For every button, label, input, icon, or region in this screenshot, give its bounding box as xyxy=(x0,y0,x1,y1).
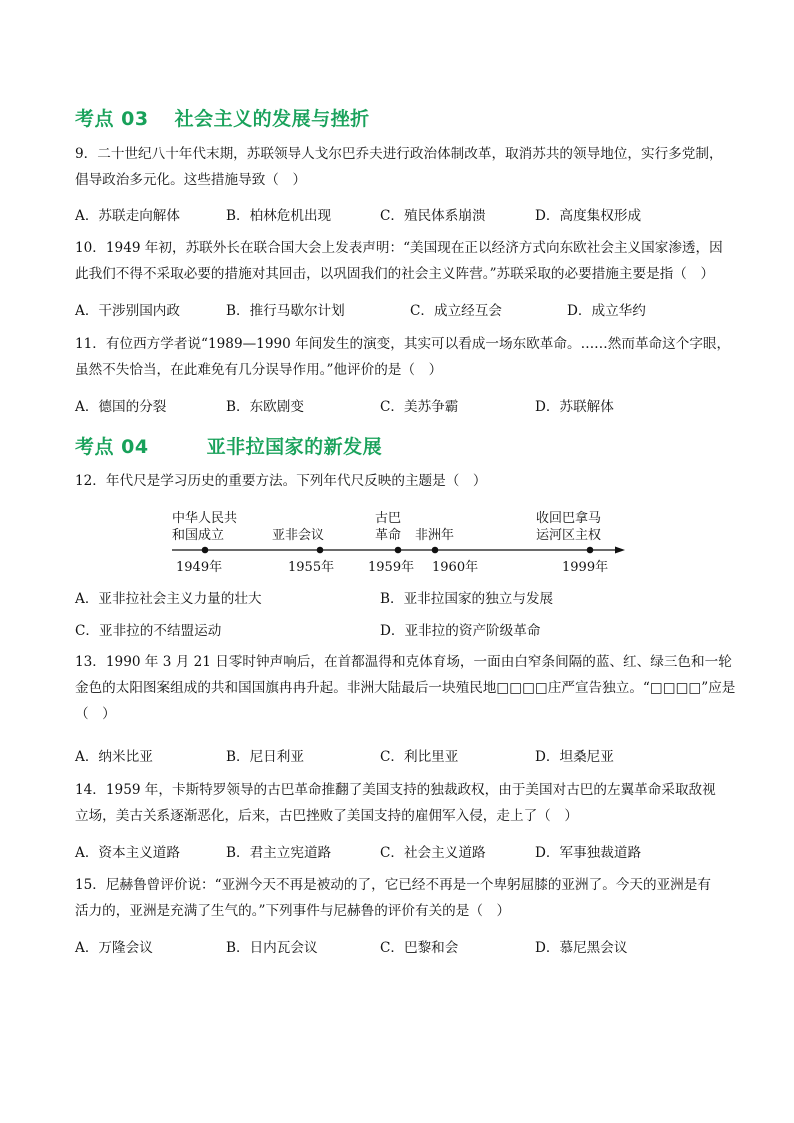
timeline-event-label: 非洲年 xyxy=(415,528,455,543)
option-a[interactable]: A．德国的分裂 xyxy=(75,399,167,415)
timeline-dot xyxy=(317,547,324,554)
option-a[interactable]: A．资本主义道路 xyxy=(75,845,180,861)
option-c[interactable]: C．巴黎和会 xyxy=(380,940,459,956)
option-b[interactable]: B．柏林危机出现 xyxy=(226,208,332,224)
timeline-year-label: 1959年 xyxy=(368,560,415,575)
option-a[interactable]: A．纳米比亚 xyxy=(75,749,153,765)
question-text-line: 11．有位西方学者说“1989—1990 年间发生的演变，其实可以看成一场东欧革命。……然而革命这个字眼， xyxy=(75,336,731,352)
option-c[interactable]: C．成立经互会 xyxy=(410,303,502,319)
timeline-event-label: 亚非会议 xyxy=(272,528,325,543)
question-text-line: （ ） xyxy=(75,706,116,722)
timeline-event-1959 xyxy=(368,510,414,575)
question-15 xyxy=(75,875,711,921)
question-10 xyxy=(75,238,723,284)
timeline-figure xyxy=(160,502,640,582)
timeline-dot xyxy=(202,547,209,554)
timeline-event-1955 xyxy=(272,527,334,575)
question-text-line: 12．年代尺是学习历史的重要方法。下列年代尺反映的主题是（ ） xyxy=(75,473,487,489)
timeline-event-label: 和国成立 xyxy=(172,528,225,543)
question-text-line: 15．尼赫鲁曾评价说：“亚洲今天不再是被动的了，它已经不再是一个卑躬屈膝的亚洲了。今天的亚洲是有 xyxy=(75,877,711,893)
timeline-dot xyxy=(432,547,439,554)
question-text-line: 13．1990 年 3 月 21 日零时钟声响后，在首都温得和克体育场，一面由白窄条间隔的蓝、红、绿三色和一轮 xyxy=(75,654,732,670)
question-13 xyxy=(75,652,735,724)
timeline-event-label: 中华人民共 xyxy=(172,511,238,526)
question-12 xyxy=(75,471,487,491)
timeline-year-label: 1999年 xyxy=(562,560,609,575)
timeline-event-label: 收回巴拿马 xyxy=(536,511,602,526)
question-text-line: 此我们不得不采取必要的措施对其回击，以巩固我们的社会主义阵营。”苏联采取的必要措施主要是指（ ） xyxy=(75,266,715,282)
question-text-line: 10．1949 年初，苏联外长在联合国大会上发表声明：“美国现在正以经济方式向东欧社会主义国家渗透，因 xyxy=(75,240,723,256)
question-9 xyxy=(75,144,723,190)
timeline-event-1999 xyxy=(536,510,608,575)
option-d[interactable]: D．坦桑尼亚 xyxy=(535,749,614,765)
question-11 xyxy=(75,334,730,380)
question-text-line: 立场，美古关系逐渐恶化，后来，古巴挫败了美国支持的雇佣军入侵，走上了（ ） xyxy=(75,808,578,824)
question-text-line: 倡导政治多元化。这些措施导致（ ） xyxy=(75,172,307,188)
timeline-event-label: 革命 xyxy=(375,528,402,543)
option-d[interactable]: D．慕尼黑会议 xyxy=(535,940,628,956)
section-code: 考点 03 xyxy=(75,108,149,130)
option-a[interactable]: A．万隆会议 xyxy=(75,940,153,956)
option-d[interactable]: D．军事独裁道路 xyxy=(535,845,642,861)
option-d[interactable]: D．苏联解体 xyxy=(535,399,614,415)
option-c[interactable]: C．社会主义道路 xyxy=(380,845,486,861)
option-b[interactable]: B．亚非拉国家的独立与发展 xyxy=(380,591,554,607)
question-text-line: 14．1959 年，卡斯特罗领导的古巴革命推翻了美国支持的独裁政权，由于美国对古巴的左翼革命采取敌视 xyxy=(75,782,716,798)
option-a[interactable]: A．苏联走向解体 xyxy=(75,208,180,224)
timeline-event-1960 xyxy=(415,527,478,575)
timeline-dot xyxy=(587,547,594,554)
option-a[interactable]: A．干涉别国内政 xyxy=(75,303,180,319)
timeline-year-label: 1955年 xyxy=(288,560,335,575)
timeline-event-1949 xyxy=(172,510,237,575)
option-d[interactable]: D．亚非拉的资产阶级革命 xyxy=(380,623,541,639)
question-text-line: 虽然不失恰当，在此难免有几分误导作用。”他评价的是（ ） xyxy=(75,362,443,378)
section-code: 考点 04 xyxy=(75,436,149,458)
option-b[interactable]: B．推行马歇尔计划 xyxy=(226,303,345,319)
option-c[interactable]: C．殖民体系崩溃 xyxy=(380,208,486,224)
timeline-arrowhead xyxy=(615,547,625,554)
option-c[interactable]: C．利比里亚 xyxy=(380,749,459,765)
option-b[interactable]: B．东欧剧变 xyxy=(226,399,304,415)
option-d[interactable]: D．高度集权形成 xyxy=(535,208,642,224)
option-c[interactable]: C．亚非拉的不结盟运动 xyxy=(75,623,222,639)
option-d[interactable]: D．成立华约 xyxy=(567,303,646,319)
timeline-year-label: 1949年 xyxy=(176,560,223,575)
section-heading-03 xyxy=(75,104,370,131)
timeline-dot xyxy=(395,547,402,554)
option-a[interactable]: A．亚非拉社会主义力量的壮大 xyxy=(75,591,262,607)
timeline-event-label: 运河区主权 xyxy=(536,528,602,543)
question-14 xyxy=(75,780,716,826)
option-b[interactable]: B．日内瓦会议 xyxy=(226,940,318,956)
section-title: 社会主义的发展与挫折 xyxy=(174,108,370,130)
timeline-year-label: 1960年 xyxy=(432,560,479,575)
timeline-event-label: 古巴 xyxy=(375,511,402,526)
question-text-line: 金色的太阳图案组成的共和国国旗冉冉升起。非洲大陆最后一块殖民地□□□□庄严宣告独立。“□□□□”应是 xyxy=(75,680,736,696)
section-title: 亚非拉国家的新发展 xyxy=(206,436,383,458)
option-b[interactable]: B．君主立宪道路 xyxy=(226,845,332,861)
option-c[interactable]: C．美苏争霸 xyxy=(380,399,459,415)
question-text-line: 9．二十世纪八十年代末期，苏联领导人戈尔巴乔夫进行政治体制改革，取消苏共的领导地位，实行多党制， xyxy=(75,146,723,162)
section-heading-04 xyxy=(75,432,382,459)
option-b[interactable]: B．尼日利亚 xyxy=(226,749,304,765)
question-text-line: 活力的，亚洲是充满了生气的。”下列事件与尼赫鲁的评价有关的是（ ） xyxy=(75,903,511,919)
